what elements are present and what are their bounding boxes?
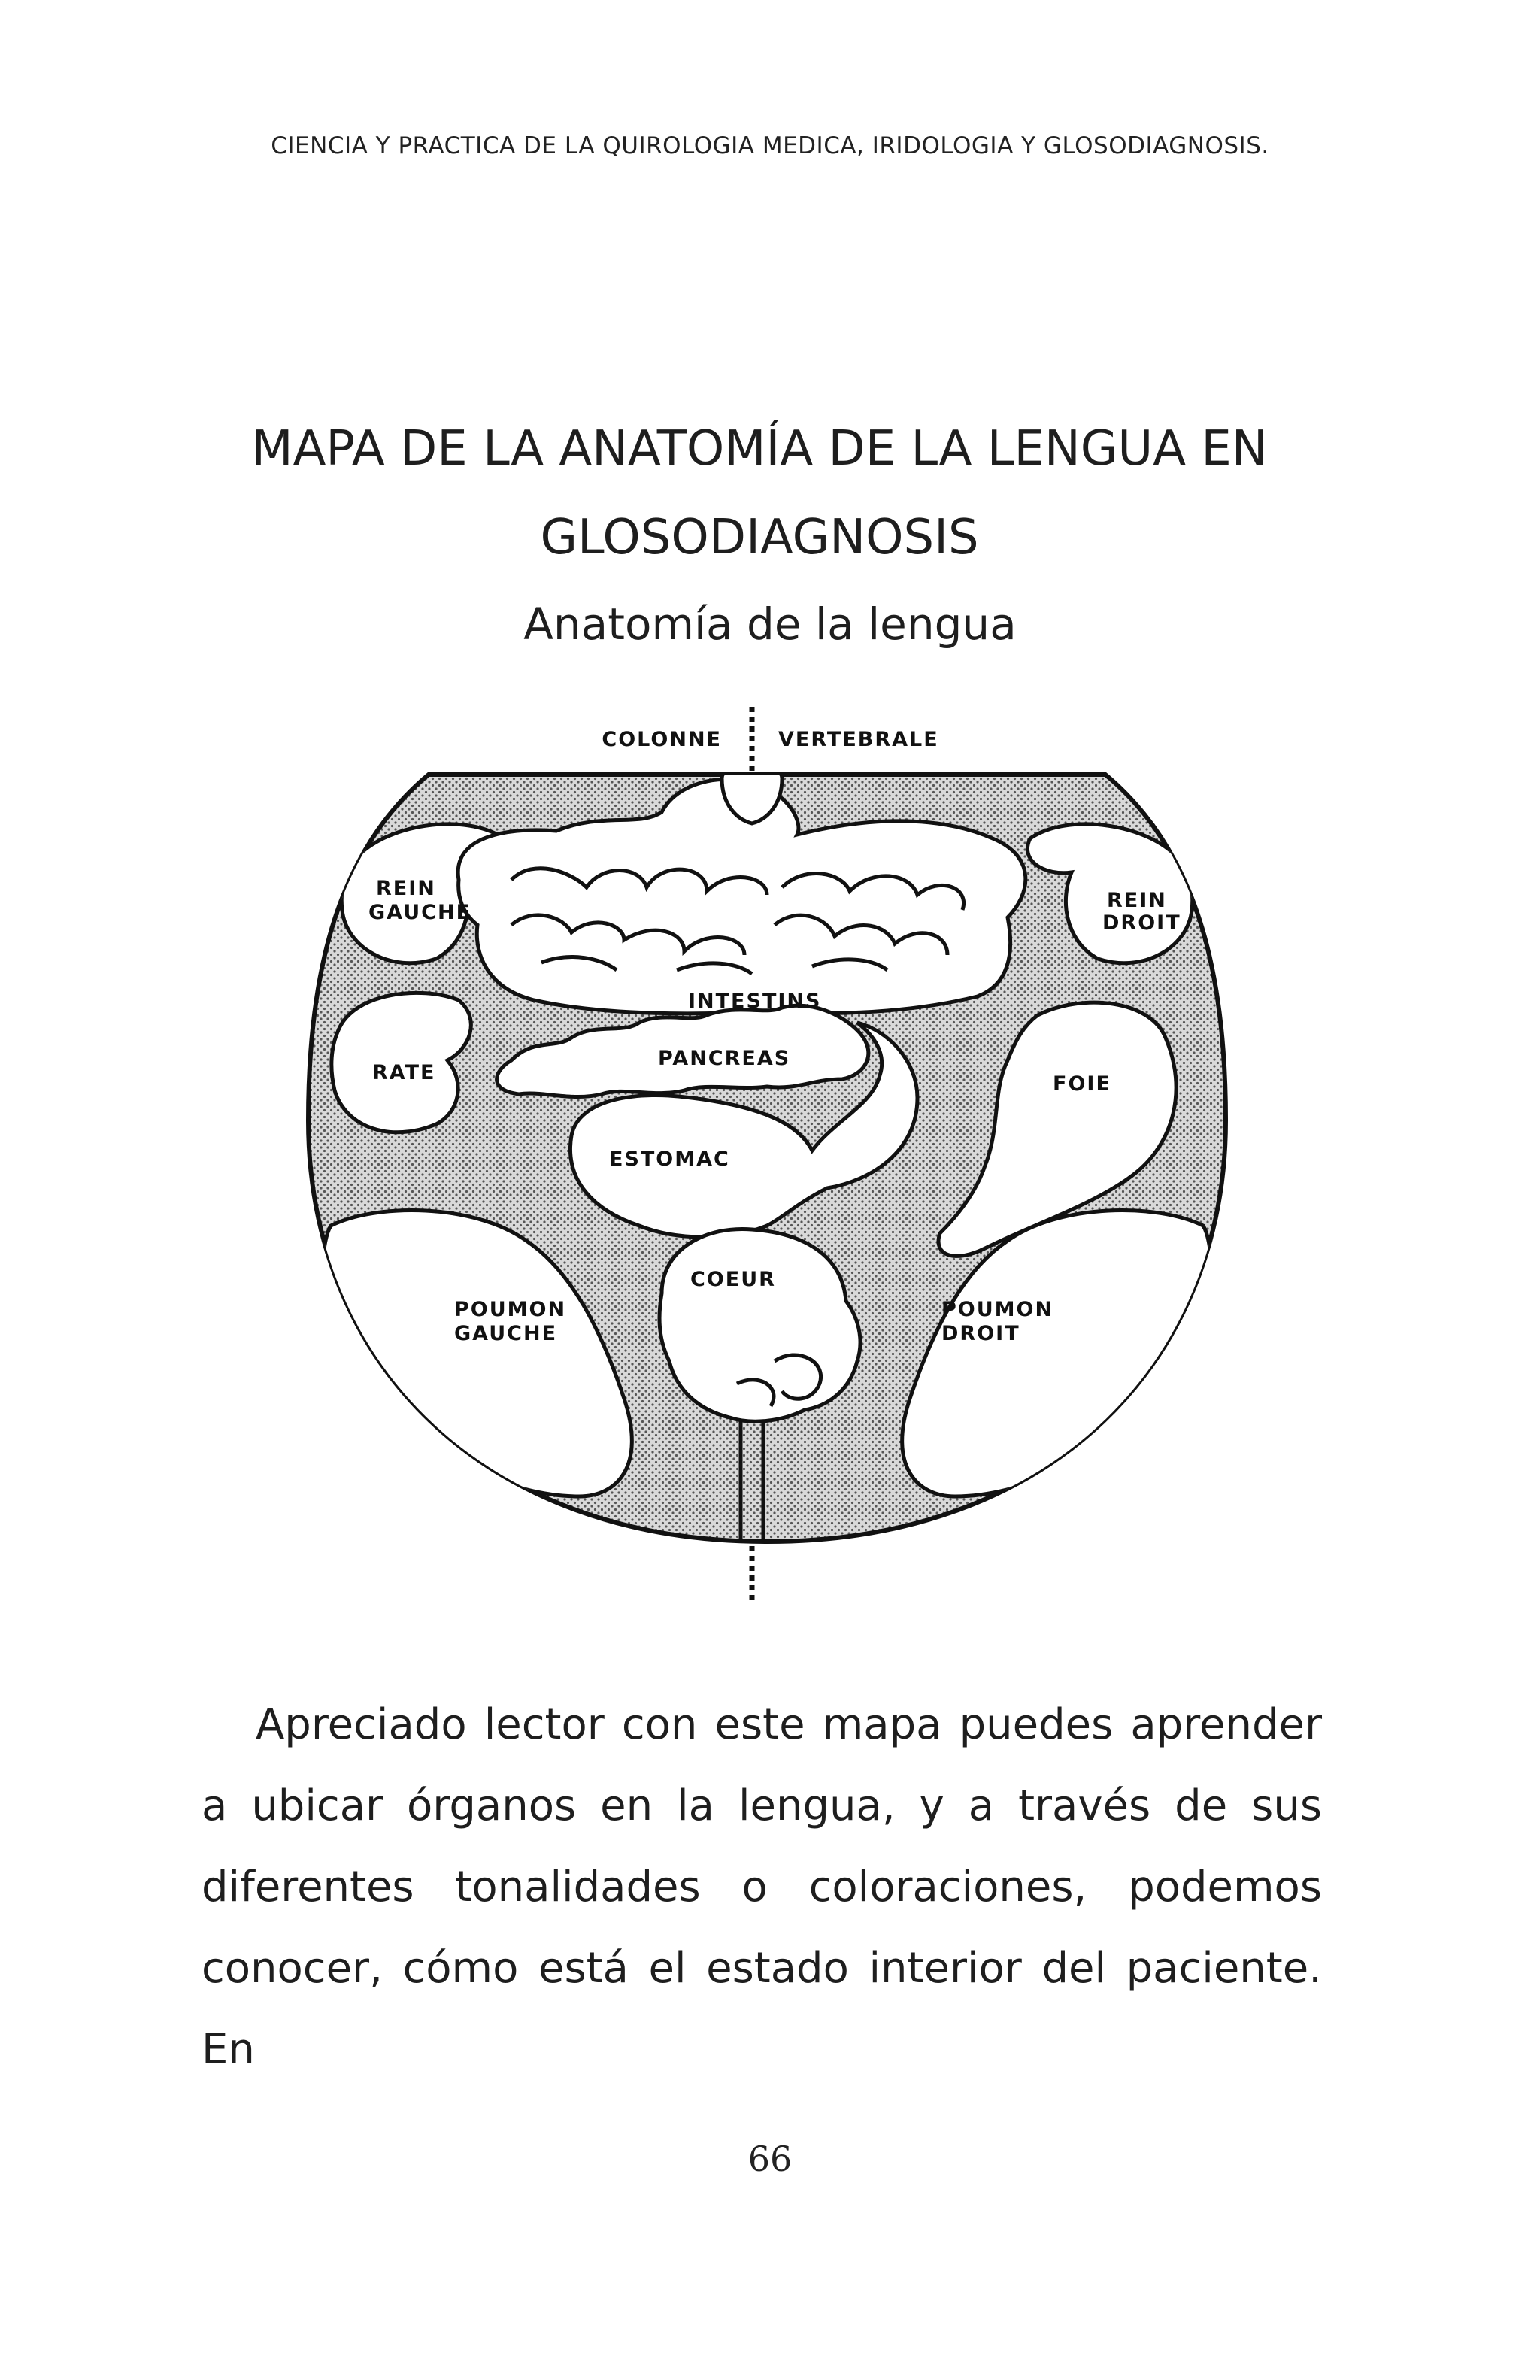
label-colonne: COLONNE bbox=[602, 728, 722, 751]
label-rein-gauche-2: GAUCHE bbox=[368, 901, 472, 924]
label-estomac: ESTOMAC bbox=[609, 1148, 730, 1171]
label-coeur: COEUR bbox=[690, 1268, 776, 1291]
page-title bbox=[226, 405, 1293, 582]
label-poumon-gauche-1: POUMON bbox=[454, 1298, 567, 1321]
label-intestins: INTESTINS bbox=[688, 990, 822, 1013]
running-header: CIENCIA Y PRACTICA DE LA QUIROLOGIA MEDICA, IRIDOLOGIA Y GLOSODIAGNOSIS. bbox=[271, 132, 1269, 159]
title-line-2: GLOSODIAGNOSIS bbox=[540, 510, 979, 565]
label-rein-gauche-1: REIN bbox=[376, 877, 436, 900]
tongue-anatomy-diagram bbox=[286, 699, 1248, 1609]
label-foie: FOIE bbox=[1053, 1072, 1111, 1096]
body-paragraph: Apreciado lector con este mapa puedes aprender a ubicar órganos en la lengua, y a través de sus diferentes tonalidades o coloraciones, podemos conocer, cómo está el estado interior del paciente. En bbox=[202, 1700, 1322, 2074]
figure-subtitle: Anatomía de la lengua bbox=[523, 599, 1017, 650]
page-number: 66 bbox=[747, 2139, 793, 2179]
label-vertebrale: VERTEBRALE bbox=[778, 728, 939, 751]
label-rein-droit-1: REIN bbox=[1107, 889, 1167, 912]
label-poumon-gauche-2: GAUCHE bbox=[454, 1322, 558, 1345]
label-rein-droit-2: DROIT bbox=[1102, 911, 1181, 935]
title-line-1: MAPA DE LA ANATOMÍA DE LA LENGUA EN bbox=[251, 421, 1268, 477]
label-poumon-droit-2: DROIT bbox=[941, 1322, 1020, 1345]
label-rate: RATE bbox=[372, 1061, 436, 1084]
label-poumon-droit-1: POUMON bbox=[941, 1298, 1054, 1321]
tongue-diagram-svg bbox=[286, 699, 1248, 1609]
label-pancreas: PANCREAS bbox=[658, 1047, 791, 1070]
